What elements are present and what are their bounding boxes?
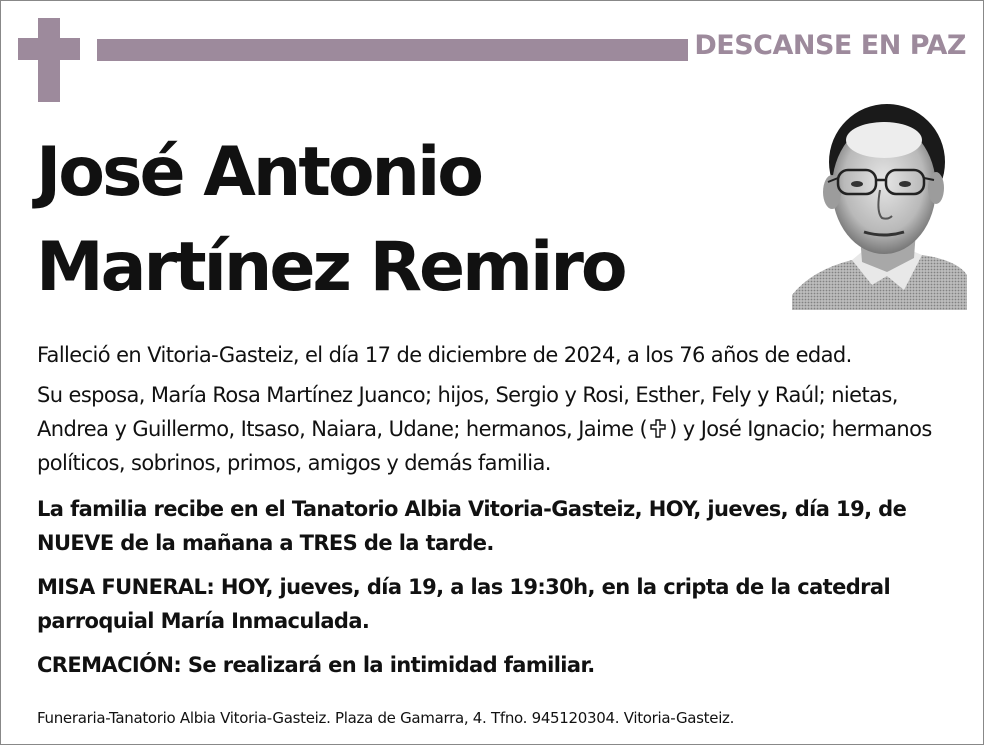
header-tagline: DESCANSE EN PAZ [694,30,966,61]
deceased-name-line2: Martínez Remiro [36,228,625,307]
cross-vertical-bar [38,18,60,102]
death-notice: Falleció en Vitoria-Gasteiz, el día 17 de diciembre de 2024, a los 76 años de edad. [37,343,852,367]
portrait-photo [792,100,967,310]
header-rule [97,39,688,61]
family-list [37,378,952,480]
funeral-mass-info: MISA FUNERAL: HOY, jueves, día 19, a las 19:30h, en la cripta de la catedral parroquial María Inmaculada. [37,575,891,633]
deceased-name-line1: José Antonio [36,133,481,212]
footer-funeral-home: Funeraria-Tanatorio Albia Vitoria-Gasteiz. Plaza de Gamarra, 4. Tfno. 945120304. Vitoria-Gasteiz. [37,709,735,727]
portrait-photo-icon [792,100,967,310]
cremation-info: CREMACIÓN: Se realizará en la intimidad familiar. [37,653,595,677]
family-list-part2: ) y José Ignacio; hermanos políticos, sobrinos, primos, amigos y demás familia. [37,417,932,475]
cross-horizontal-bar [18,38,80,60]
cross-icon [647,415,669,437]
family-list-part1: Su esposa, María Rosa Martínez Juanco; hijos, Sergio y Rosi, Esther, Fely y Raúl; nietas, Andrea y Guillermo, Itsaso, Naiara, Udane; hermanos, Jaime ( [37,383,898,441]
wake-info: La familia recibe en el Tanatorio Albia Vitoria-Gasteiz, HOY, jueves, día 19, de NUEVE de la mañana a TRES de la tarde. [37,497,907,555]
